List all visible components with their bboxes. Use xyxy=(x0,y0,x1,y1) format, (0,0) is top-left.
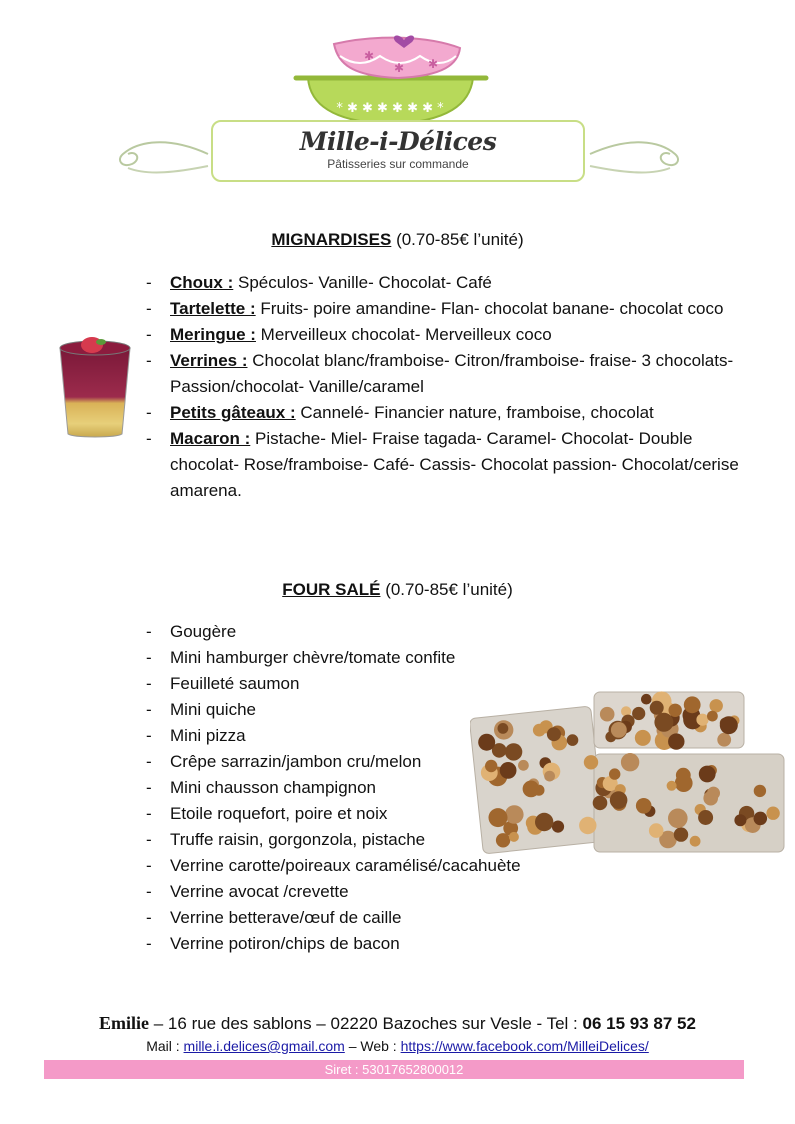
savory-bite xyxy=(535,813,553,831)
item-label: Choux : xyxy=(170,273,234,292)
savory-bite xyxy=(547,727,561,741)
list-item: - Verrine potiron/chips de bacon xyxy=(145,931,615,957)
list-item: - Mini quiche xyxy=(145,697,615,723)
savory-bite xyxy=(703,791,718,806)
list-item: - Mini hamburger chèvre/tomate confite xyxy=(145,645,615,671)
savory-bite xyxy=(674,827,688,841)
mignardises-heading xyxy=(0,230,795,250)
savory-bite xyxy=(675,774,693,792)
item-label: Macaron : xyxy=(170,429,251,448)
siret-bar: Siret : 53017652800012 xyxy=(44,1060,744,1079)
list-item: - Gougère xyxy=(145,619,615,645)
mail-label: Mail : xyxy=(146,1038,184,1054)
savory-bite xyxy=(641,694,652,705)
list-item: - Crêpe sarrazin/jambon cru/melon xyxy=(145,749,615,775)
savory-bite xyxy=(505,805,524,824)
list-item: - Feuilleté saumon xyxy=(145,671,615,697)
savory-bite xyxy=(579,817,596,834)
mignardises-list xyxy=(145,270,740,504)
savory-bite xyxy=(632,707,645,720)
item-label: Verrines : xyxy=(170,351,248,370)
svg-text:✱: ✱ xyxy=(394,61,405,75)
logo-banner xyxy=(211,120,585,182)
four-sale-price: (0.70-85€ l’unité) xyxy=(385,580,513,599)
savory-bite xyxy=(600,707,615,722)
savory-bite xyxy=(496,833,510,847)
savory-bite xyxy=(518,760,529,771)
savory-bite xyxy=(593,796,608,811)
savory-bite xyxy=(684,696,701,713)
savory-bite xyxy=(707,711,718,722)
list-item: - Verrine carotte/poireaux caramélisé/cacahuète xyxy=(145,853,615,879)
four-sale-heading xyxy=(0,580,795,600)
savory-bite xyxy=(754,812,768,826)
footer-links xyxy=(0,1038,795,1054)
list-item: - Mini pizza xyxy=(145,723,615,749)
item-text: Fruits- poire amandine- Flan- chocolat banane- chocolat coco xyxy=(255,299,724,318)
list-item xyxy=(145,270,740,296)
footer-phone[interactable]: 06 15 93 87 52 xyxy=(582,1014,696,1033)
list-item: - Truffe raisin, gorgonzola, pistache xyxy=(145,827,615,853)
item-text: Chocolat blanc/framboise- Citron/framboise- fraise- 3 chocolats- Passion/chocolat- Vanille/caramel xyxy=(170,351,734,396)
mignardises-price: (0.70-85€ l’unité) xyxy=(396,230,524,249)
savory-bite xyxy=(754,785,766,797)
savory-bite xyxy=(654,713,673,732)
savory-bite xyxy=(489,808,508,827)
list-item: - Verrine betterave/œuf de caille xyxy=(145,905,615,931)
footer-name: Emilie xyxy=(99,1013,150,1033)
list-item xyxy=(145,348,740,400)
savory-bite xyxy=(635,730,651,746)
footer-contact xyxy=(0,1013,795,1034)
mignardises-title: MIGNARDISES xyxy=(271,230,392,249)
list-item xyxy=(145,322,740,348)
four-sale-title: FOUR SALÉ xyxy=(282,580,381,599)
savory-bite xyxy=(720,716,738,734)
savory-tray-photo xyxy=(470,684,788,856)
savory-bite xyxy=(544,771,555,782)
list-item xyxy=(145,426,740,504)
savory-bite xyxy=(523,781,540,798)
list-item xyxy=(145,400,740,426)
footer-address: – 16 rue des sablons – 02220 Bazoches sur Vesle - Tel : xyxy=(149,1014,583,1033)
savory-bite xyxy=(500,762,517,779)
savory-bite xyxy=(636,798,652,814)
savory-bite xyxy=(505,743,522,760)
savory-bite xyxy=(717,733,731,747)
savory-bite xyxy=(621,753,639,771)
savory-bite xyxy=(609,768,620,779)
savory-bite xyxy=(696,714,708,726)
svg-text:✱: ✱ xyxy=(364,49,375,63)
savory-bite xyxy=(485,760,497,772)
item-label: Meringue : xyxy=(170,325,256,344)
brand-tagline: Pâtisseries sur commande xyxy=(327,157,469,171)
savory-bite xyxy=(610,791,628,809)
savory-bite xyxy=(533,724,546,737)
savory-bite xyxy=(710,699,723,712)
savory-bite xyxy=(669,704,682,717)
list-item: - Mini chausson champignon xyxy=(145,775,615,801)
logo xyxy=(108,26,690,186)
svg-text:✱: ✱ xyxy=(428,57,439,71)
item-label: Petits gâteaux : xyxy=(170,403,296,422)
website-link[interactable]: https://www.facebook.com/MilleiDelices/ xyxy=(400,1038,649,1054)
item-text: Pistache- Miel- Fraise tagada- Caramel- Chocolat- Double chocolat- Rose/framboise- Café- Cassis- Chocolat passion- Chocolat/cerise amarena. xyxy=(170,429,739,500)
savory-bite xyxy=(509,832,519,842)
savory-bite xyxy=(584,755,598,769)
savory-bite xyxy=(668,733,684,749)
item-label: Tartelette : xyxy=(170,299,256,318)
savory-bite xyxy=(611,722,627,738)
savory-bite xyxy=(766,807,779,820)
savory-bite xyxy=(690,836,701,847)
verrine-photo xyxy=(56,336,134,440)
savory-bite xyxy=(698,810,713,825)
list-item: - Verrine avocat /crevette xyxy=(145,879,615,905)
savory-bite xyxy=(552,821,564,833)
item-text: Spéculos- Vanille- Chocolat- Café xyxy=(233,273,492,292)
savory-bite xyxy=(567,734,579,746)
savory-bite xyxy=(649,823,664,838)
savory-bite xyxy=(650,701,664,715)
brand-name: Mille-i-Délices xyxy=(299,127,497,156)
item-text: Cannelé- Financier nature, framboise, chocolat xyxy=(295,403,654,422)
savory-bite xyxy=(734,814,746,826)
email-link[interactable]: mille.i.delices@gmail.com xyxy=(183,1038,345,1054)
savory-bite xyxy=(478,734,495,751)
web-label: – Web : xyxy=(344,1038,401,1054)
item-text: Merveilleux chocolat- Merveilleux coco xyxy=(255,325,552,344)
savory-bite xyxy=(699,766,716,783)
savory-bite xyxy=(668,809,688,829)
svg-text:* ✱ ✱ ✱ ✱ ✱ ✱ *: * ✱ ✱ ✱ ✱ ✱ ✱ * xyxy=(336,101,444,116)
list-item: - Etoile roquefort, poire et noix xyxy=(145,801,615,827)
savory-bite xyxy=(498,723,509,734)
savory-bite xyxy=(667,781,677,791)
list-item xyxy=(145,296,740,322)
